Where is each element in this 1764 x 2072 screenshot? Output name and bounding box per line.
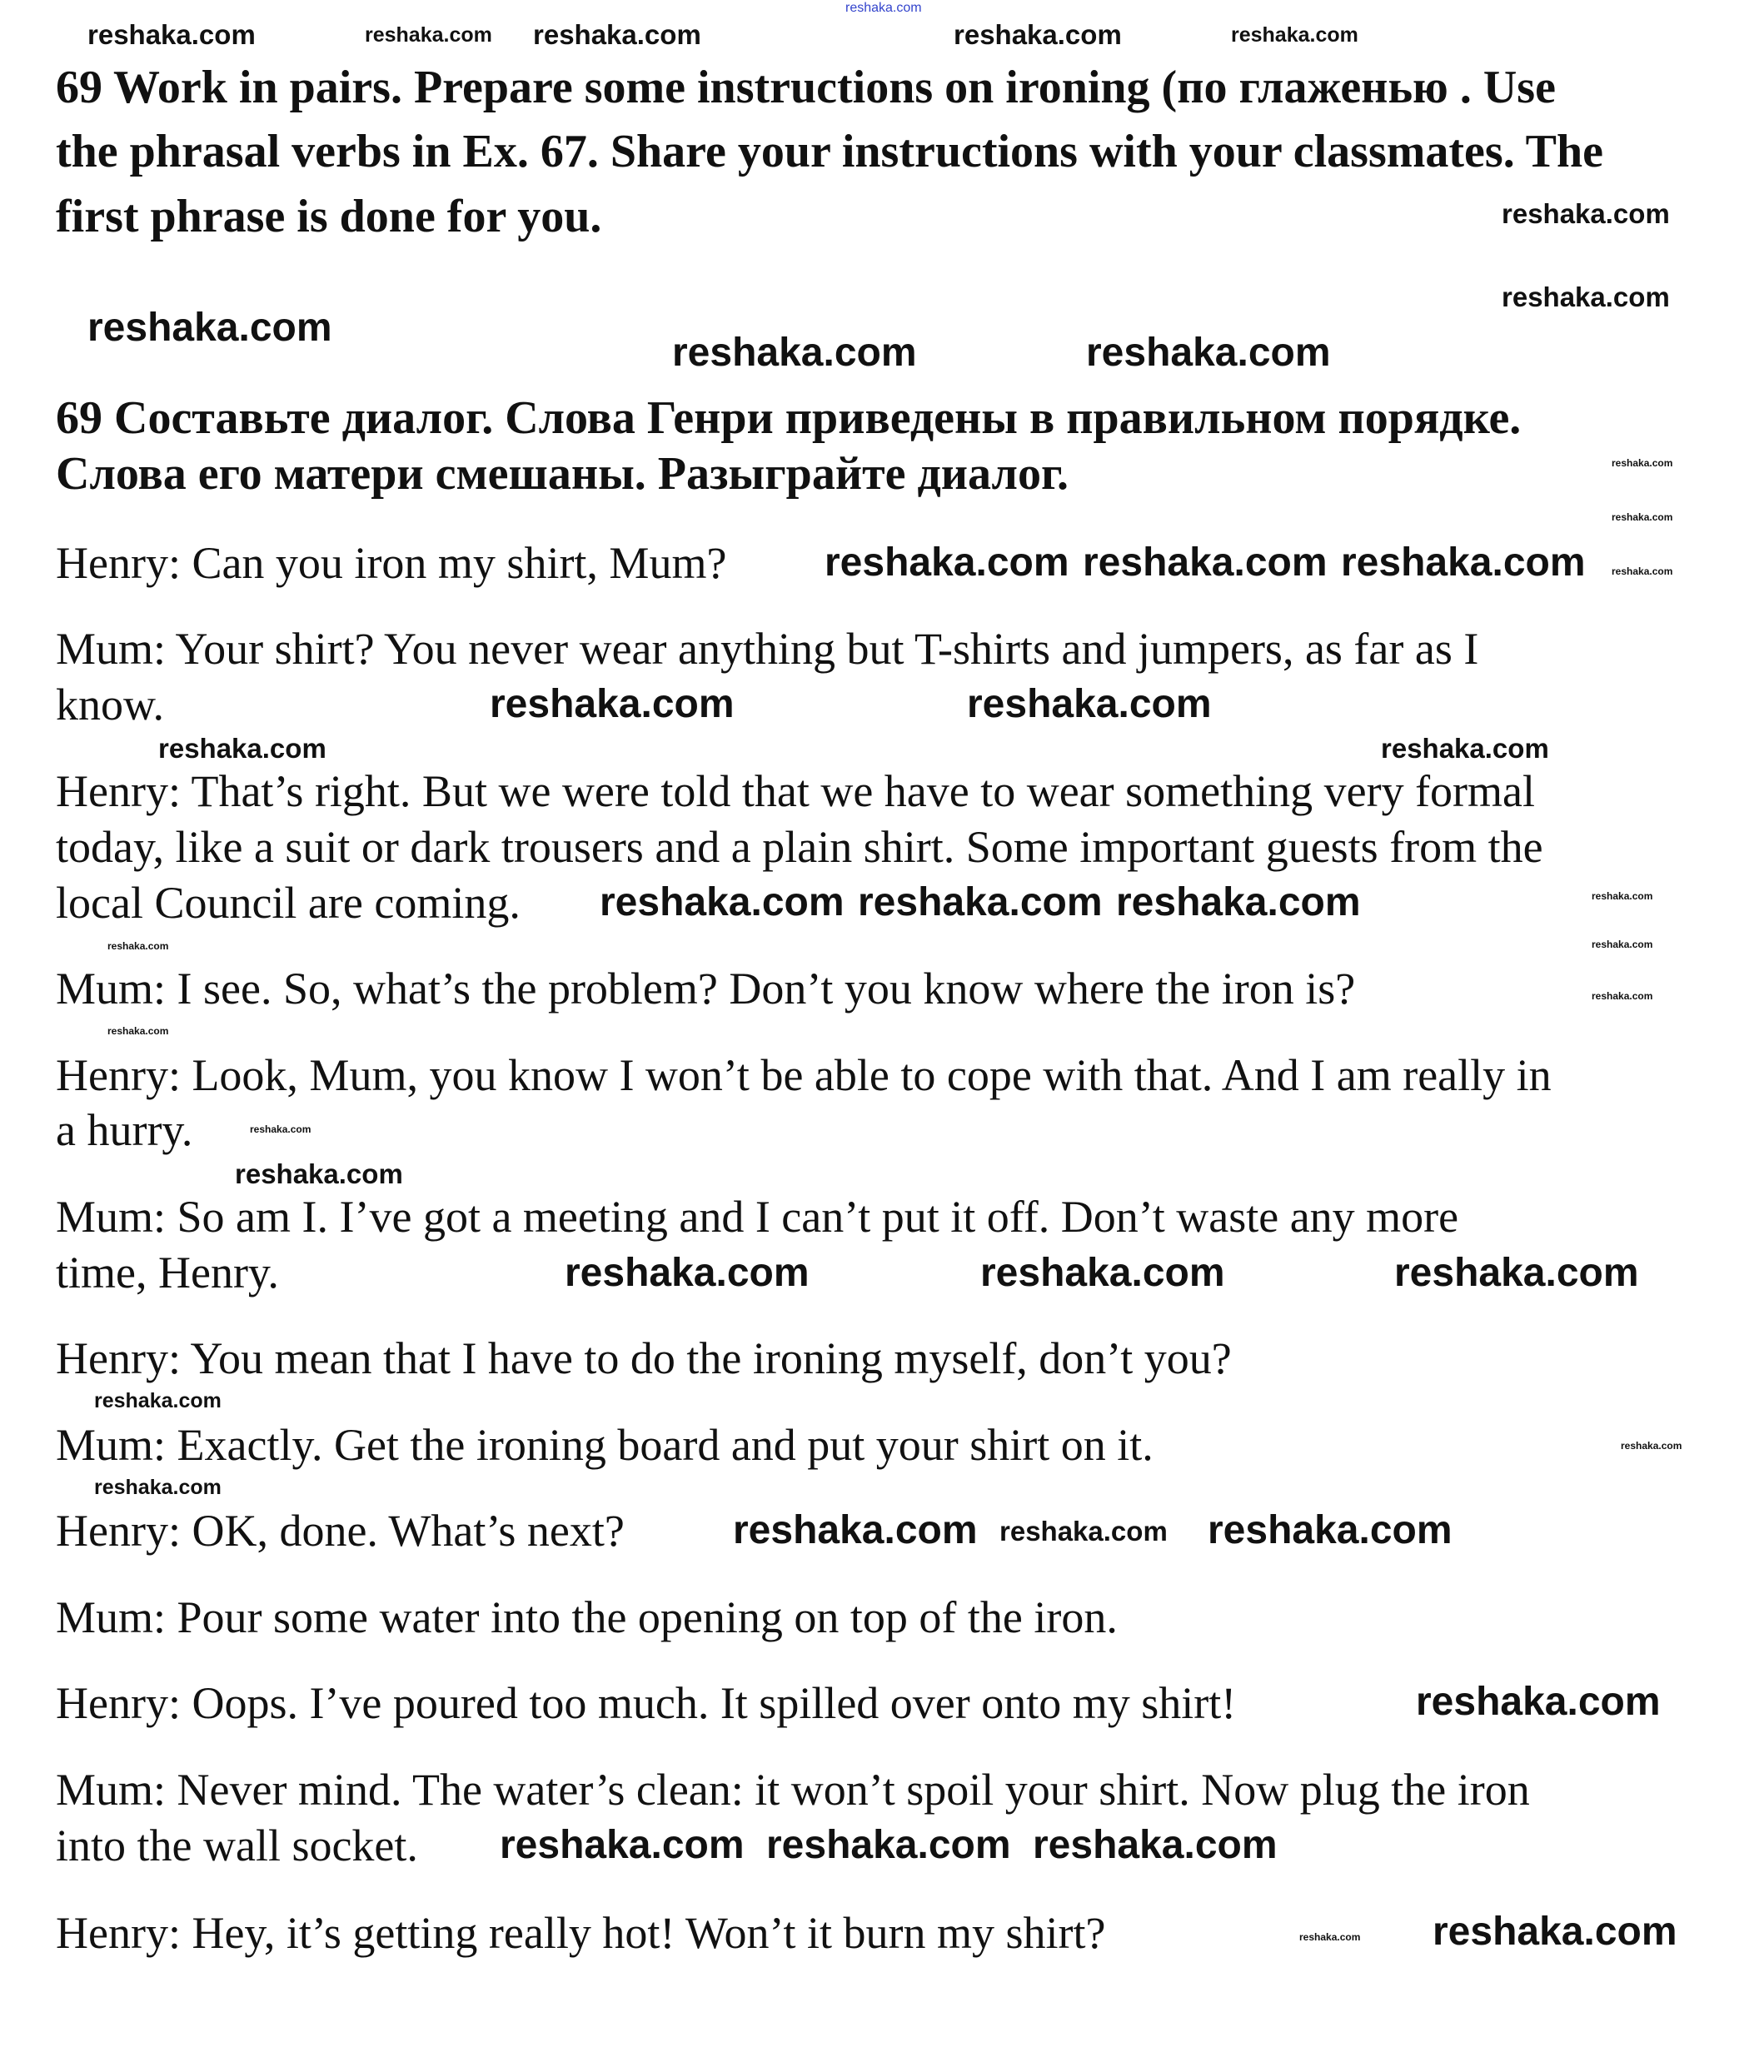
dialogue-line: Mum: I see. So, what’s the problem? Don’t you know where the iron is? <box>56 964 1356 1014</box>
watermark-text: reshaka.com <box>672 331 917 375</box>
watermark-text: reshaka.com <box>825 540 1069 585</box>
dialogue-line: Mum: Exactly. Get the ironing board and put your shirt on it. <box>56 1420 1154 1470</box>
watermark-text: reshaka.com <box>107 1025 169 1037</box>
watermark-text: reshaka.com <box>1592 890 1653 902</box>
dialogue-line: know. <box>56 680 164 730</box>
top-site-link[interactable]: reshaka.com <box>845 1 922 15</box>
watermark-text: reshaka.com <box>533 19 701 50</box>
watermark-text: reshaka.com <box>87 306 332 350</box>
watermark-text: reshaka.com <box>94 1389 222 1412</box>
dialogue-line: today, like a suit or dark trousers and a plain shirt. Some important guests from the <box>56 822 1543 872</box>
dialogue-line: Henry: Can you iron my shirt, Mum? <box>56 538 727 588</box>
watermark-text: reshaka.com <box>1612 511 1673 523</box>
watermark-text: reshaka.com <box>490 682 735 726</box>
watermark-text: reshaka.com <box>158 733 326 764</box>
watermark-text: reshaka.com <box>1086 331 1331 375</box>
watermark-text: reshaka.com <box>87 19 256 50</box>
watermark-text: reshaka.com <box>858 880 1103 924</box>
task-heading-line: first phrase is done for you. <box>56 191 602 242</box>
task-heading-ru-line: Слова его матери смешаны. Разыграйте диалог. <box>56 448 1069 500</box>
watermark-text: reshaka.com <box>999 1516 1168 1547</box>
watermark-text: reshaka.com <box>1231 23 1358 47</box>
watermark-text: reshaka.com <box>1502 198 1670 229</box>
watermark-text: reshaka.com <box>107 940 169 952</box>
watermark-text: reshaka.com <box>733 1508 978 1552</box>
watermark-text: reshaka.com <box>565 1251 810 1295</box>
watermark-text: reshaka.com <box>1592 939 1653 950</box>
dialogue-line: Henry: Look, Mum, you know I won’t be able to cope with that. And I am really in <box>56 1050 1552 1100</box>
watermark-text: reshaka.com <box>1592 990 1653 1002</box>
watermark-text: reshaka.com <box>365 23 492 47</box>
dialogue-line: Mum: Never mind. The water’s clean: it won’t spoil your shirt. Now plug the iron <box>56 1765 1530 1815</box>
watermark-text: reshaka.com <box>1299 1931 1361 1943</box>
watermark-text: reshaka.com <box>1416 1680 1661 1724</box>
task-heading-line: the phrasal verbs in Ex. 67. Share your instructions with your classmates. The <box>56 126 1604 177</box>
watermark-text: reshaka.com <box>600 880 845 924</box>
watermark-text: reshaka.com <box>235 1158 403 1189</box>
watermark-text: reshaka.com <box>1033 1823 1278 1867</box>
watermark-text: reshaka.com <box>1612 457 1673 469</box>
watermark-text: reshaka.com <box>1381 733 1549 764</box>
dialogue-line: a hurry. <box>56 1105 193 1155</box>
watermark-text: reshaka.com <box>1208 1508 1453 1552</box>
dialogue-line: Mum: Your shirt? You never wear anything but T-shirts and jumpers, as far as I <box>56 624 1479 674</box>
watermark-text: reshaka.com <box>1502 281 1670 312</box>
watermark-text: reshaka.com <box>250 1123 311 1135</box>
dialogue-line: Henry: OK, done. What’s next? <box>56 1506 625 1556</box>
dialogue-line: local Council are coming. <box>56 878 521 928</box>
watermark-text: reshaka.com <box>980 1251 1225 1295</box>
watermark-text: reshaka.com <box>1341 540 1586 585</box>
watermark-text: reshaka.com <box>1433 1910 1677 1954</box>
watermark-text: reshaka.com <box>500 1823 745 1867</box>
dialogue-line: Mum: Pour some water into the opening on top of the iron. <box>56 1592 1118 1642</box>
dialogue-line: Henry: You mean that I have to do the ironing myself, don’t you? <box>56 1333 1232 1383</box>
watermark-text: reshaka.com <box>954 19 1122 50</box>
task-heading-line: 69 Work in pairs. Prepare some instructions on ironing (по глаженью . Use <box>56 62 1556 113</box>
dialogue-line: into the wall socket. <box>56 1820 418 1870</box>
watermark-text: reshaka.com <box>1621 1440 1682 1452</box>
watermark-text: reshaka.com <box>967 682 1212 726</box>
task-heading-ru-line: 69 Составьте диалог. Слова Генри приведены в правильном порядке. <box>56 392 1522 444</box>
watermark-text: reshaka.com <box>1116 880 1361 924</box>
watermark-text: reshaka.com <box>766 1823 1011 1867</box>
watermark-text: reshaka.com <box>1394 1251 1639 1295</box>
dialogue-line: Mum: So am I. I’ve got a meeting and I can’t put it off. Don’t waste any more <box>56 1192 1459 1242</box>
watermark-text: reshaka.com <box>1612 565 1673 577</box>
dialogue-line: time, Henry. <box>56 1248 279 1297</box>
watermark-text: reshaka.com <box>94 1476 222 1499</box>
dialogue-line: Henry: That’s right. But we were told that we have to wear something very formal <box>56 766 1536 816</box>
dialogue-line: Henry: Oops. I’ve poured too much. It spilled over onto my shirt! <box>56 1678 1237 1728</box>
watermark-text: reshaka.com <box>1083 540 1328 585</box>
dialogue-line: Henry: Hey, it’s getting really hot! Won’t it burn my shirt? <box>56 1908 1106 1958</box>
